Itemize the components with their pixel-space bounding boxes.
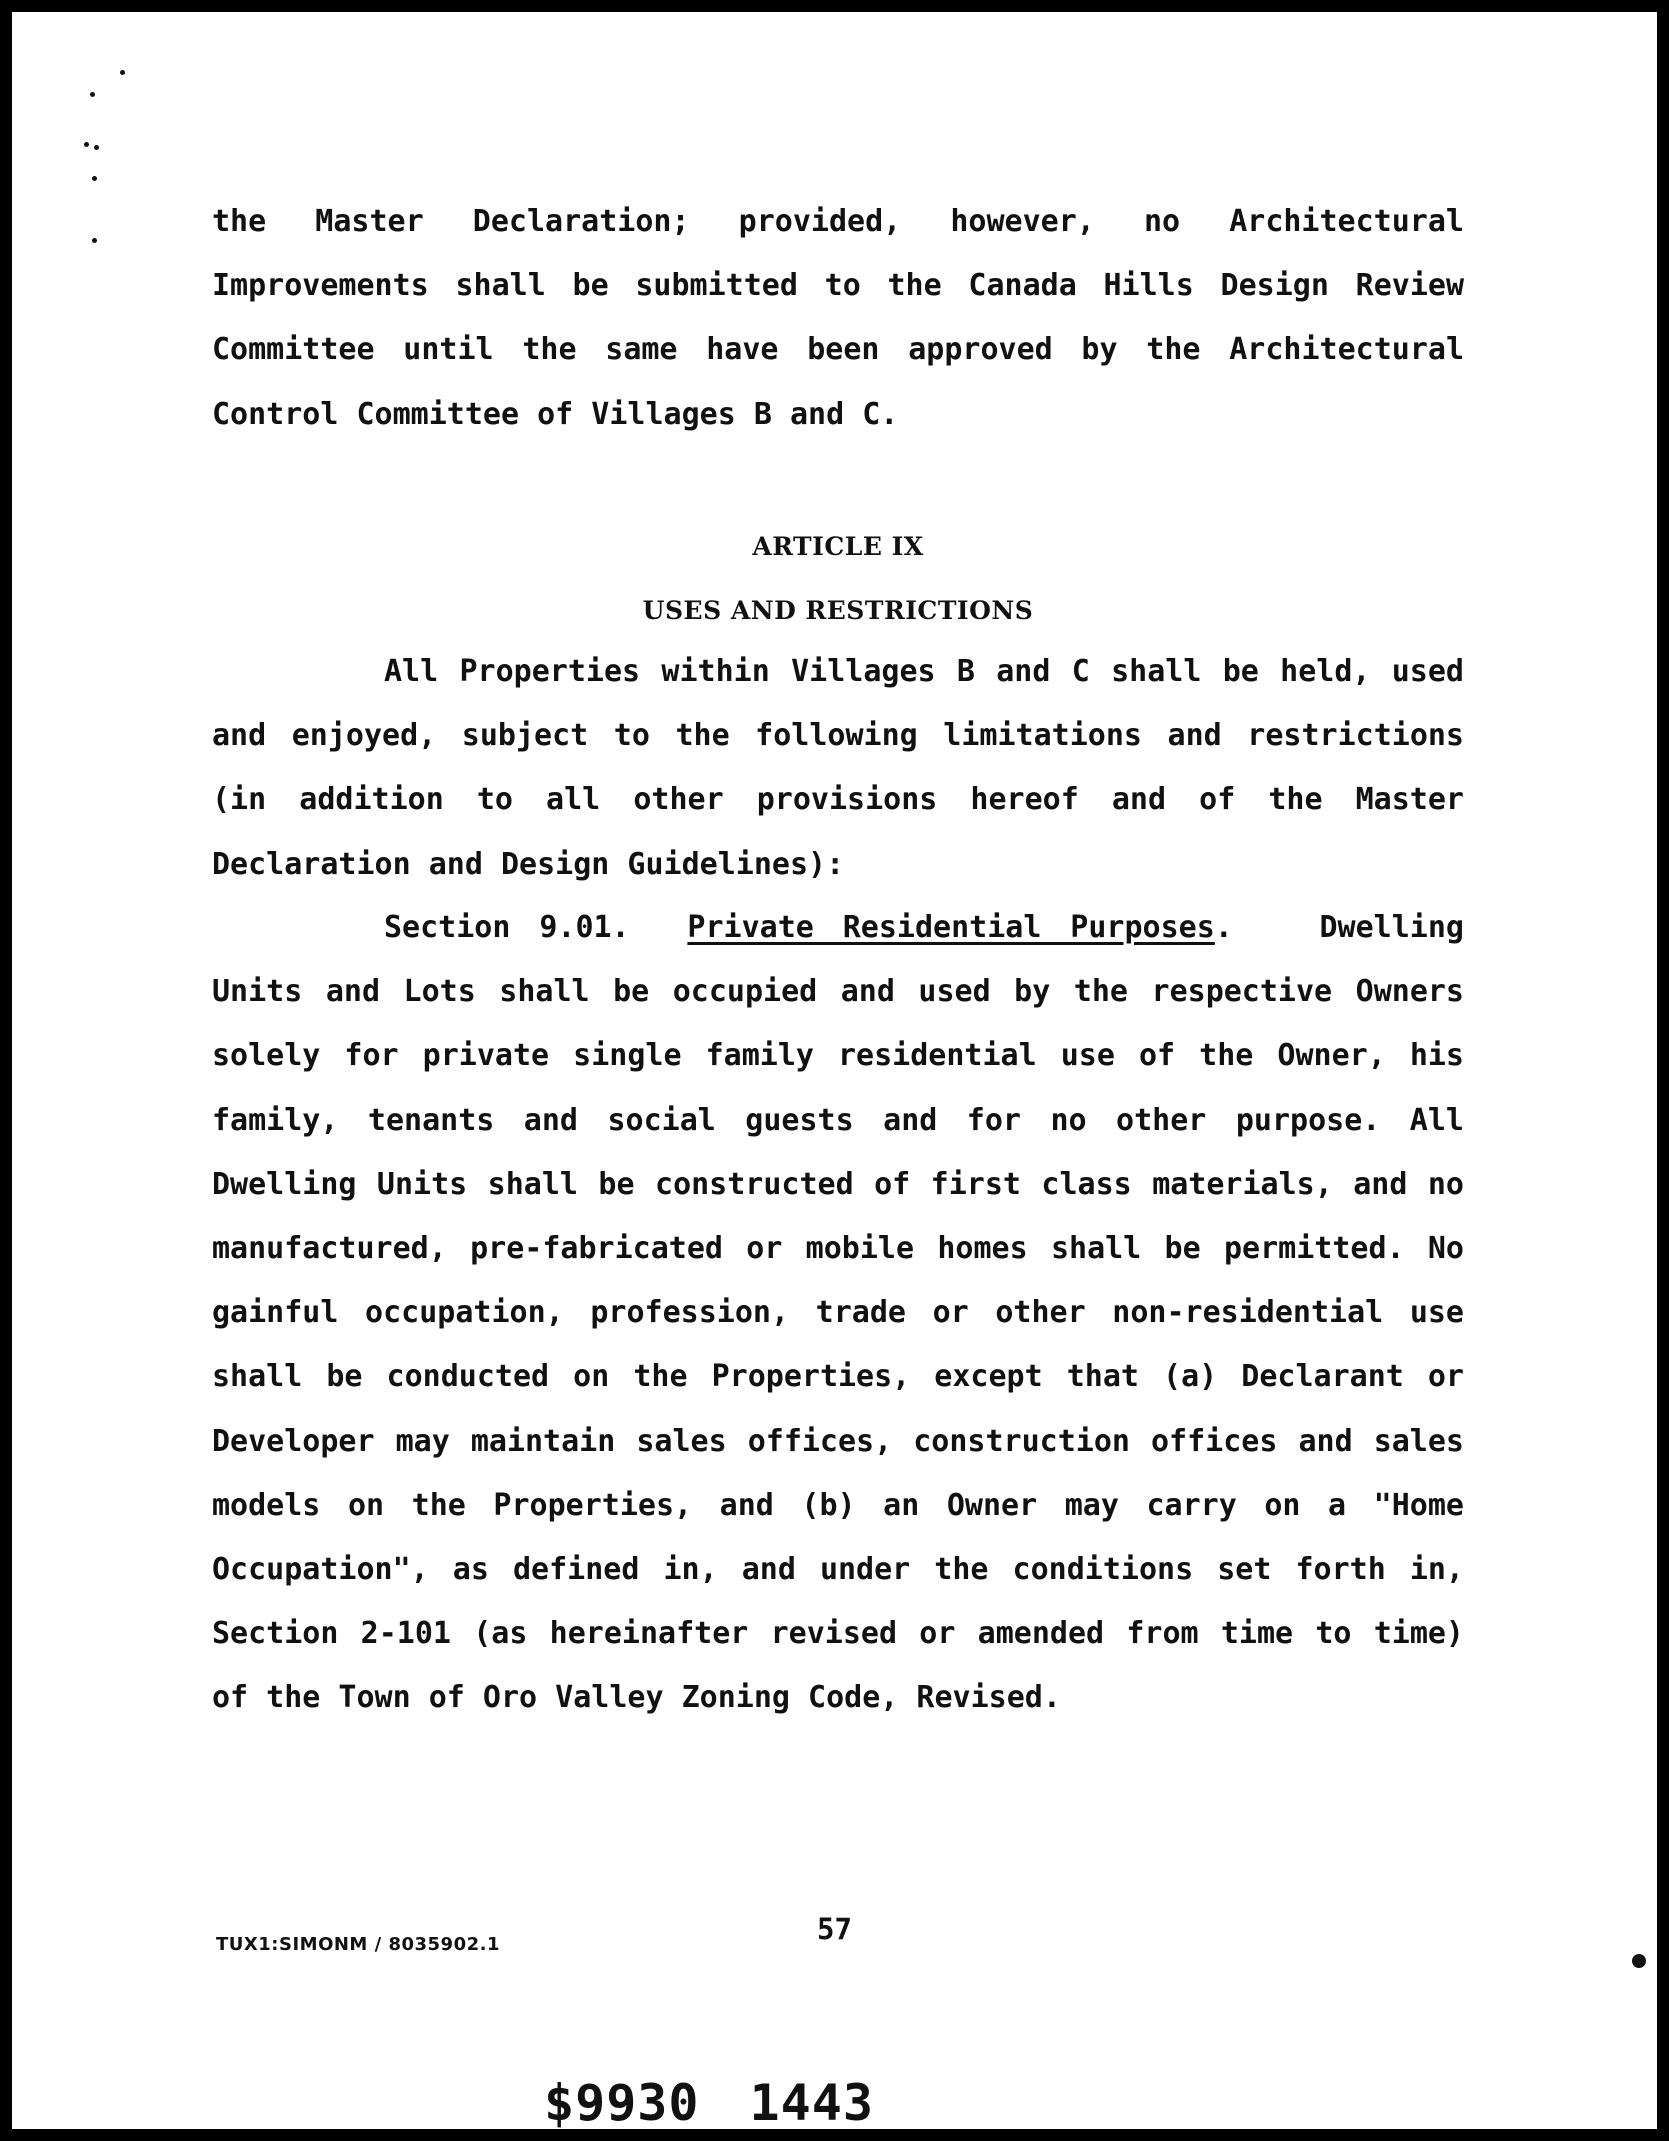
paragraph-intro: All Properties within Villages B and C shall be held, used and enjoyed, subject to the following limitations and restrictions (in addition to all other provisions hereof and of the Master Declaration and Design Guidelines):	[212, 654, 1464, 882]
page-number: 57	[817, 1912, 852, 1946]
document-page	[12, 12, 1657, 2129]
article-subheading: USES AND RESTRICTIONS	[642, 596, 1034, 625]
section-title: Private Residential Purposes	[687, 910, 1215, 945]
section-number: Section 9.01.	[384, 910, 630, 945]
scan-speck	[120, 70, 125, 75]
article-heading: ARTICLE IX	[752, 532, 924, 561]
document-code: TUX1:SIMONM / 8035902.1	[216, 1934, 500, 1955]
scan-speck	[1632, 1954, 1646, 1968]
stamp-docket-number: $9930	[544, 2074, 700, 2129]
section-9-01-paragraph	[212, 896, 1464, 1731]
scan-speck	[94, 145, 99, 150]
scan-speck	[92, 176, 97, 181]
section-title-period: .	[1214, 910, 1233, 945]
stamp-page-number: 1443	[749, 2074, 874, 2129]
paragraph-continuation: the Master Declaration; provided, however, no Architectural Improvements shall be submitted to the Canada Hills Design Review Committee until the same have been approved by the Architectural Control Committee of Villages B and C.	[212, 204, 1464, 432]
scan-speck	[90, 92, 95, 97]
scan-speck	[84, 142, 89, 147]
section-body: Dwelling Units and Lots shall be occupied and used by the respective Owners solely for private single family residential use of the Owner, his family, tenants and social guests and for no other purpose. All Dwelling Units shall be constructed of first class materials, and no manufactured, pre-fabricated or mobile homes shall be permitted. No gainful occupation, profession, trade or other non-residential use shall be conducted on the Properties, except that (a) Declarant or Developer may maintain sales offices, construction offices and sales models on the Properties, and (b) an Owner may carry on a "Home Occupation", as defined in, and under the conditions set forth in, Section 2-101 (as hereinafter revised or amended from time to time) of the Town of Oro Valley Zoning Code, Revised.	[212, 910, 1464, 1716]
recording-stamp	[544, 2074, 874, 2129]
scan-speck	[92, 238, 97, 243]
